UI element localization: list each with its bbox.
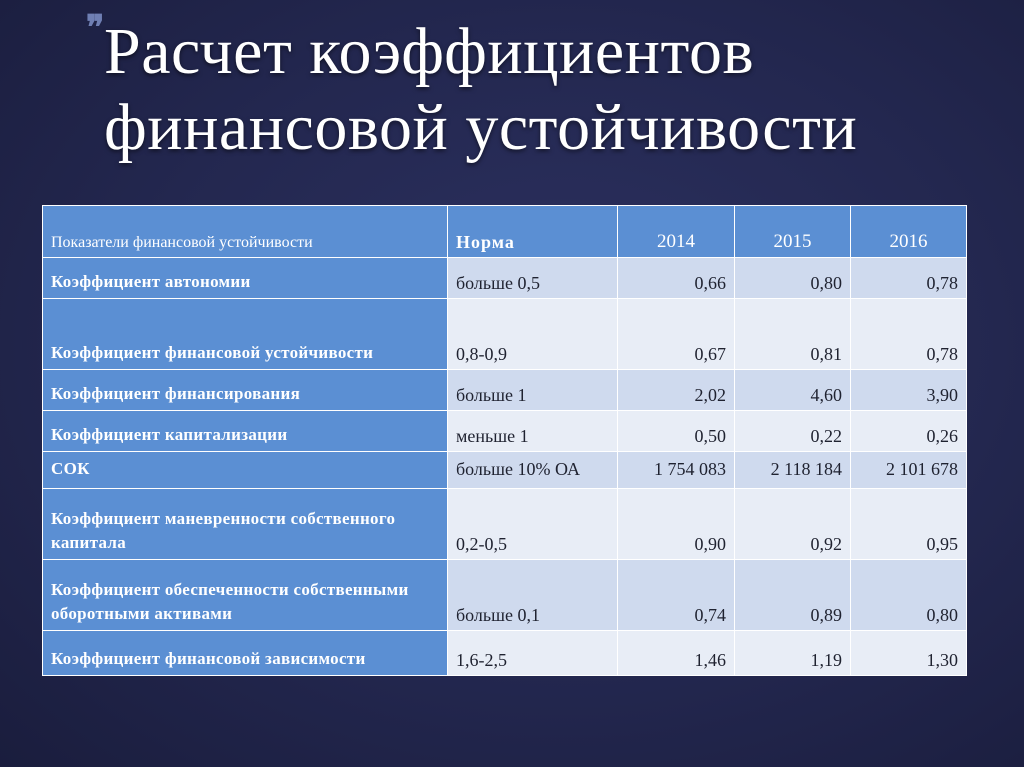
row-value-2014: 0,90 bbox=[618, 489, 735, 560]
row-value-2016: 1,30 bbox=[851, 631, 967, 676]
quote-mark-icon: ❞ bbox=[86, 8, 105, 48]
row-norm: 0,2-0,5 bbox=[448, 489, 618, 560]
row-value-2014: 1,46 bbox=[618, 631, 735, 676]
row-value-2016: 0,78 bbox=[851, 258, 967, 299]
row-name: Коэффициент капитализации bbox=[43, 411, 448, 452]
row-value-2016: 0,26 bbox=[851, 411, 967, 452]
row-norm: 0,8-0,9 bbox=[448, 299, 618, 370]
row-value-2015: 1,19 bbox=[735, 631, 851, 676]
header-2016: 2016 bbox=[851, 206, 967, 258]
row-norm: меньше 1 bbox=[448, 411, 618, 452]
slide-title bbox=[104, 14, 984, 166]
table-row bbox=[43, 299, 967, 370]
header-2015: 2015 bbox=[735, 206, 851, 258]
title-line-1: Расчет коэффициентов bbox=[104, 15, 755, 88]
row-value-2014: 2,02 bbox=[618, 370, 735, 411]
row-value-2015: 0,80 bbox=[735, 258, 851, 299]
table-row bbox=[43, 631, 967, 676]
title-line-2: финансовой устойчивости bbox=[104, 91, 858, 164]
row-value-2016: 0,80 bbox=[851, 560, 967, 631]
table-row bbox=[43, 452, 967, 489]
row-value-2014: 0,66 bbox=[618, 258, 735, 299]
row-value-2016: 0,95 bbox=[851, 489, 967, 560]
row-value-2015: 0,89 bbox=[735, 560, 851, 631]
row-norm: больше 0,1 bbox=[448, 560, 618, 631]
row-value-2016: 2 101 678 bbox=[851, 452, 967, 489]
row-value-2014: 0,50 bbox=[618, 411, 735, 452]
row-name: Коэффициент обеспеченности собственными оборотными активами bbox=[43, 560, 448, 631]
row-norm: 1,6-2,5 bbox=[448, 631, 618, 676]
table-row bbox=[43, 258, 967, 299]
row-name: Коэффициент автономии bbox=[43, 258, 448, 299]
row-value-2014: 0,74 bbox=[618, 560, 735, 631]
row-name: Коэффициент маневренности собственного капитала bbox=[43, 489, 448, 560]
row-norm: больше 0,5 bbox=[448, 258, 618, 299]
header-norm: Норма bbox=[448, 206, 618, 258]
row-value-2015: 2 118 184 bbox=[735, 452, 851, 489]
table-header-row bbox=[43, 206, 967, 258]
row-norm: больше 10% ОА bbox=[448, 452, 618, 489]
row-name: СОК bbox=[43, 452, 448, 489]
row-value-2015: 0,81 bbox=[735, 299, 851, 370]
row-value-2015: 0,22 bbox=[735, 411, 851, 452]
row-name: Коэффициент финансовой зависимости bbox=[43, 631, 448, 676]
row-norm: больше 1 bbox=[448, 370, 618, 411]
row-value-2015: 0,92 bbox=[735, 489, 851, 560]
row-value-2014: 1 754 083 bbox=[618, 452, 735, 489]
table-row bbox=[43, 411, 967, 452]
row-value-2014: 0,67 bbox=[618, 299, 735, 370]
table-row bbox=[43, 489, 967, 560]
row-value-2016: 0,78 bbox=[851, 299, 967, 370]
row-value-2015: 4,60 bbox=[735, 370, 851, 411]
financial-stability-table bbox=[42, 205, 967, 676]
header-indicators: Показатели финансовой устойчивости bbox=[43, 206, 448, 258]
table-row bbox=[43, 370, 967, 411]
row-value-2016: 3,90 bbox=[851, 370, 967, 411]
row-name: Коэффициент финансирования bbox=[43, 370, 448, 411]
table-row bbox=[43, 560, 967, 631]
row-name: Коэффициент финансовой устойчивости bbox=[43, 299, 448, 370]
header-2014: 2014 bbox=[618, 206, 735, 258]
